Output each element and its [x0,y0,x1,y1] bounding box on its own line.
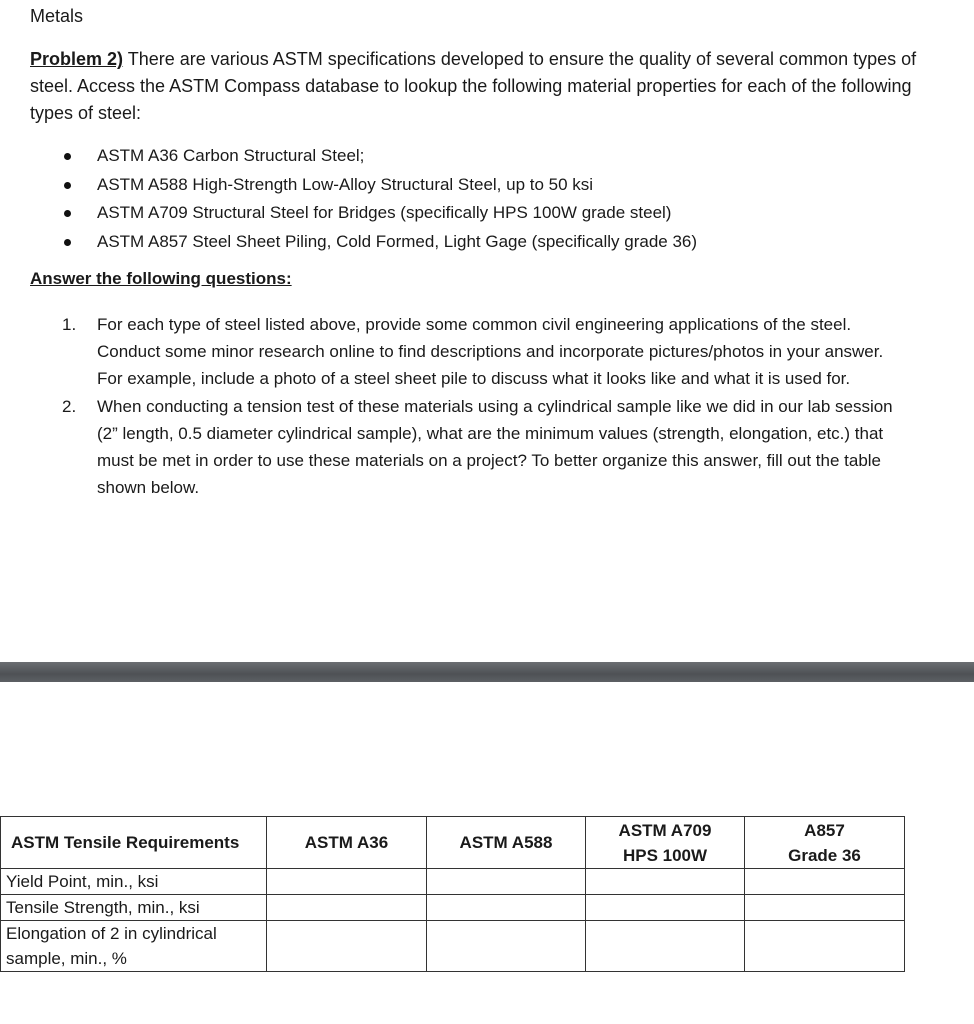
question-number: 1. [62,315,77,334]
table-cell[interactable] [267,895,427,921]
list-item: ASTM A709 Structural Steel for Bridges (specifically HPS 100W grade steel) [60,199,697,228]
table-row [1,869,905,895]
table-header-cell: ASTM Tensile Requirements [1,817,267,869]
question-item [60,311,910,392]
table-cell[interactable] [427,895,586,921]
problem-statement [30,46,930,127]
row-label: Yield Point, min., ksi [1,869,267,895]
row-label: Elongation of 2 in cylindrical sample, min., % [1,921,267,972]
table-header-cell: ASTM A709 HPS 100W [586,817,745,869]
bullet-icon [64,239,71,246]
question-number: 2. [62,397,77,416]
question-list [60,311,910,502]
answer-heading: Answer the following questions: [30,269,292,288]
table-header-row [1,817,905,869]
table-cell[interactable] [745,869,905,895]
table-row [1,895,905,921]
table-cell[interactable] [427,921,586,972]
question-item [60,393,910,501]
bullet-icon [64,210,71,217]
row-label: Tensile Strength, min., ksi [1,895,267,921]
table-cell[interactable] [586,921,745,972]
table-cell[interactable] [267,921,427,972]
list-item: ASTM A588 High-Strength Low-Alloy Structural Steel, up to 50 ksi [60,171,697,200]
bullet-icon [64,153,71,160]
list-item: ASTM A857 Steel Sheet Piling, Cold Formed, Light Gage (specifically grade 36) [60,228,697,257]
bullet-icon [64,182,71,189]
table-cell[interactable] [586,895,745,921]
table-row [1,921,905,972]
question-text: When conducting a tension test of these materials using a cylindrical sample like we did in our lab session (2” length, 0.5 diameter cylindrical sample), what are the minimum values (strength, elongation, etc.) that must be met in order to use these materials on a project? To better organize this answer, fill out the table shown below. [97,397,893,497]
question-text: For each type of steel listed above, provide some common civil engineering applications of the steel. Conduct some minor research online to find descriptions and incorporate pictures/photos in your answer. For example, include a photo of a steel sheet pile to discuss what it looks like and what it is used for. [97,315,884,388]
table-header-cell: ASTM A588 [427,817,586,869]
table-cell[interactable] [427,869,586,895]
page-divider [0,662,974,682]
tensile-requirements-table [0,816,905,972]
table-header-cell: ASTM A36 [267,817,427,869]
table-cell[interactable] [586,869,745,895]
table-cell[interactable] [267,869,427,895]
table-cell[interactable] [745,895,905,921]
problem-label: Problem 2) [30,49,124,69]
steel-list [60,142,697,256]
problem-text: There are various ASTM specifications developed to ensure the quality of several common types of steel. Access the ASTM Compass database to lookup the following material properties for each of the following types of steel: [30,49,917,123]
section-title: Metals [30,6,84,26]
table-header-cell: A857 Grade 36 [745,817,905,869]
list-item: ASTM A36 Carbon Structural Steel; [60,142,697,171]
table-cell[interactable] [745,921,905,972]
